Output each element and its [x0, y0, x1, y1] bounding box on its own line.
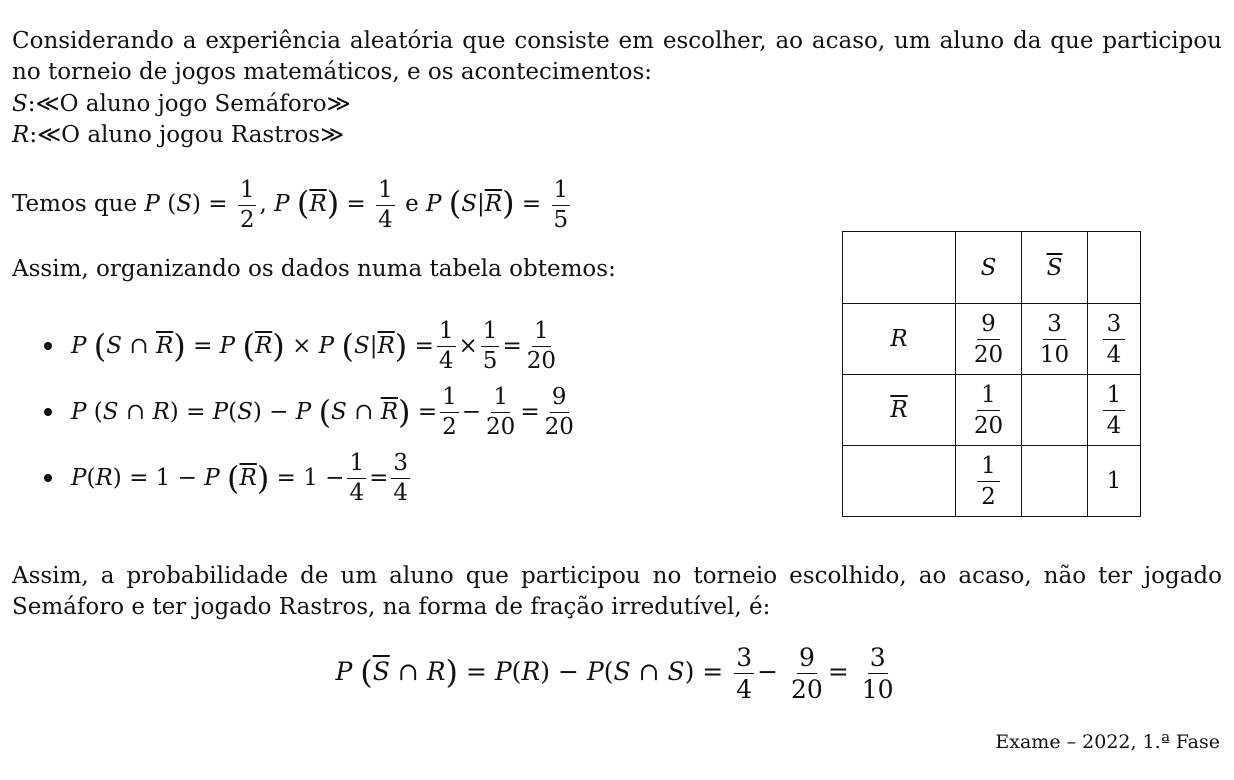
- table-cell: $\frac{1}{2}$: [956, 446, 1022, 517]
- list-item: P ( R ) = 1 − P ( $\overline{R}$ ) = 1 − $\frac{1}{4}$ = $\frac{3}{4}$: [0, 445, 579, 511]
- table-row: [843, 446, 1141, 517]
- table-header-row: [843, 232, 1141, 304]
- fraction: $\frac{3}{4}$: [736, 643, 753, 704]
- table-cell: [1022, 375, 1088, 446]
- table-intro: Assim, organizando os dados numa tabela obtemos:: [12, 256, 616, 282]
- quote-open: ≪: [35, 91, 60, 117]
- quote-close: ≫: [326, 91, 351, 117]
- table-row-header-rbar: $\overline{R}$: [843, 375, 956, 446]
- fraction-p-rbar: $\frac{1}{4}$: [378, 176, 393, 233]
- calculation-list: [0, 313, 579, 511]
- intro-paragraph: Considerando a experiência aleatória que consiste em escolher, ao acaso, um aluno da que participou no torneio de jogos matemáticos, e os acontecimentos:: [12, 28, 1222, 85]
- table-cell: $\frac{1}{20}$: [956, 375, 1022, 446]
- given-probabilities: Temos que P (S) = $\frac{1}{2}$ , P $(\overline{R})$ = $\frac{1}{4}$ e P $(S|\overline{R})$ = $\frac{1}{5}$: [12, 176, 569, 233]
- source-label: Exame – 2022, 1.ª Fase: [995, 731, 1220, 753]
- table-cell: $\frac{3}{4}$: [1088, 304, 1141, 375]
- bullet-icon: [44, 342, 52, 350]
- table-row: [843, 304, 1141, 375]
- event-r-letter: R: [12, 122, 30, 148]
- fraction: $\frac{1}{5}$: [482, 317, 498, 374]
- fraction: $\frac{1}{4}$: [438, 317, 454, 374]
- table-cell: 1: [1088, 446, 1141, 517]
- table-col-header-sbar: $\overline{S}$: [1022, 232, 1088, 304]
- list-item: P ( S ∩ R ) = P ( S ) − P ( S ∩ $\overline{R}$ ) = $\frac{1}{2}$ − $\frac{1}{20}$ = $\frac{9}{20}$: [0, 379, 579, 445]
- conclusion-paragraph: Assim, a probabilidade de um aluno que participou no torneio escolhido, ao acaso, não ter jogado Semáforo e ter jogado Rastros, na forma de fração irredutível, é:: [12, 563, 1222, 620]
- table-row: [843, 375, 1141, 446]
- table-cell: [843, 232, 956, 304]
- list-item: P ( S ∩ $\overline{R}$ ) = P ( $\overline{R}$ ) × P ( S | $\overline{R}$ ) = $\frac{1}{4}$ × $\frac{1}{5}$ = $\frac{1}{20}$: [0, 313, 579, 379]
- final-equation: P ($\overline{S}$ ∩ R) = P(R) − P(S ∩ S) = $\frac{3}{4}$ − $\frac{9}{20}$ = $\frac{3}{10}$: [335, 643, 894, 704]
- event-s-text: O aluno jogo Semáforo: [59, 91, 327, 117]
- quote-close: ≫: [320, 122, 345, 148]
- table-cell: $\frac{9}{20}$: [956, 304, 1022, 375]
- fraction: $\frac{1}{4}$: [349, 449, 365, 506]
- fraction: $\frac{3}{10}$: [861, 643, 894, 704]
- table-cell: $\frac{3}{10}$: [1022, 304, 1088, 375]
- fraction: $\frac{1}{2}$: [442, 383, 457, 440]
- table-cell: $\frac{1}{4}$: [1088, 375, 1141, 446]
- table-row-header-r: R: [843, 304, 956, 375]
- quote-open: ≪: [37, 122, 62, 148]
- event-s: S:≪O aluno jogo Semáforo≫: [12, 91, 351, 117]
- fraction: $\frac{1}{20}$: [526, 317, 556, 374]
- probability-table: [842, 231, 1141, 517]
- fraction: $\frac{3}{4}$: [393, 449, 409, 506]
- fraction: $\frac{9}{20}$: [791, 643, 823, 704]
- bullet-icon: [44, 474, 52, 482]
- table-cell: [1022, 446, 1088, 517]
- event-s-letter: S: [12, 91, 28, 117]
- fraction: $\frac{9}{20}$: [544, 383, 574, 440]
- given-prefix: Temos que: [12, 191, 138, 217]
- fraction: $\frac{1}{20}$: [486, 383, 516, 440]
- table-cell: [1088, 232, 1141, 304]
- event-r-text: O aluno jogou Rastros: [61, 122, 321, 148]
- given-conj: e: [405, 191, 419, 217]
- table-col-header-s: S: [956, 232, 1022, 304]
- bullet-icon: [44, 408, 52, 416]
- table-cell: [843, 446, 956, 517]
- event-r: R:≪O aluno jogou Rastros≫: [12, 122, 345, 148]
- fraction-p-s-given-rbar: $\frac{1}{5}$: [553, 176, 569, 233]
- fraction-p-s: $\frac{1}{2}$: [239, 176, 255, 233]
